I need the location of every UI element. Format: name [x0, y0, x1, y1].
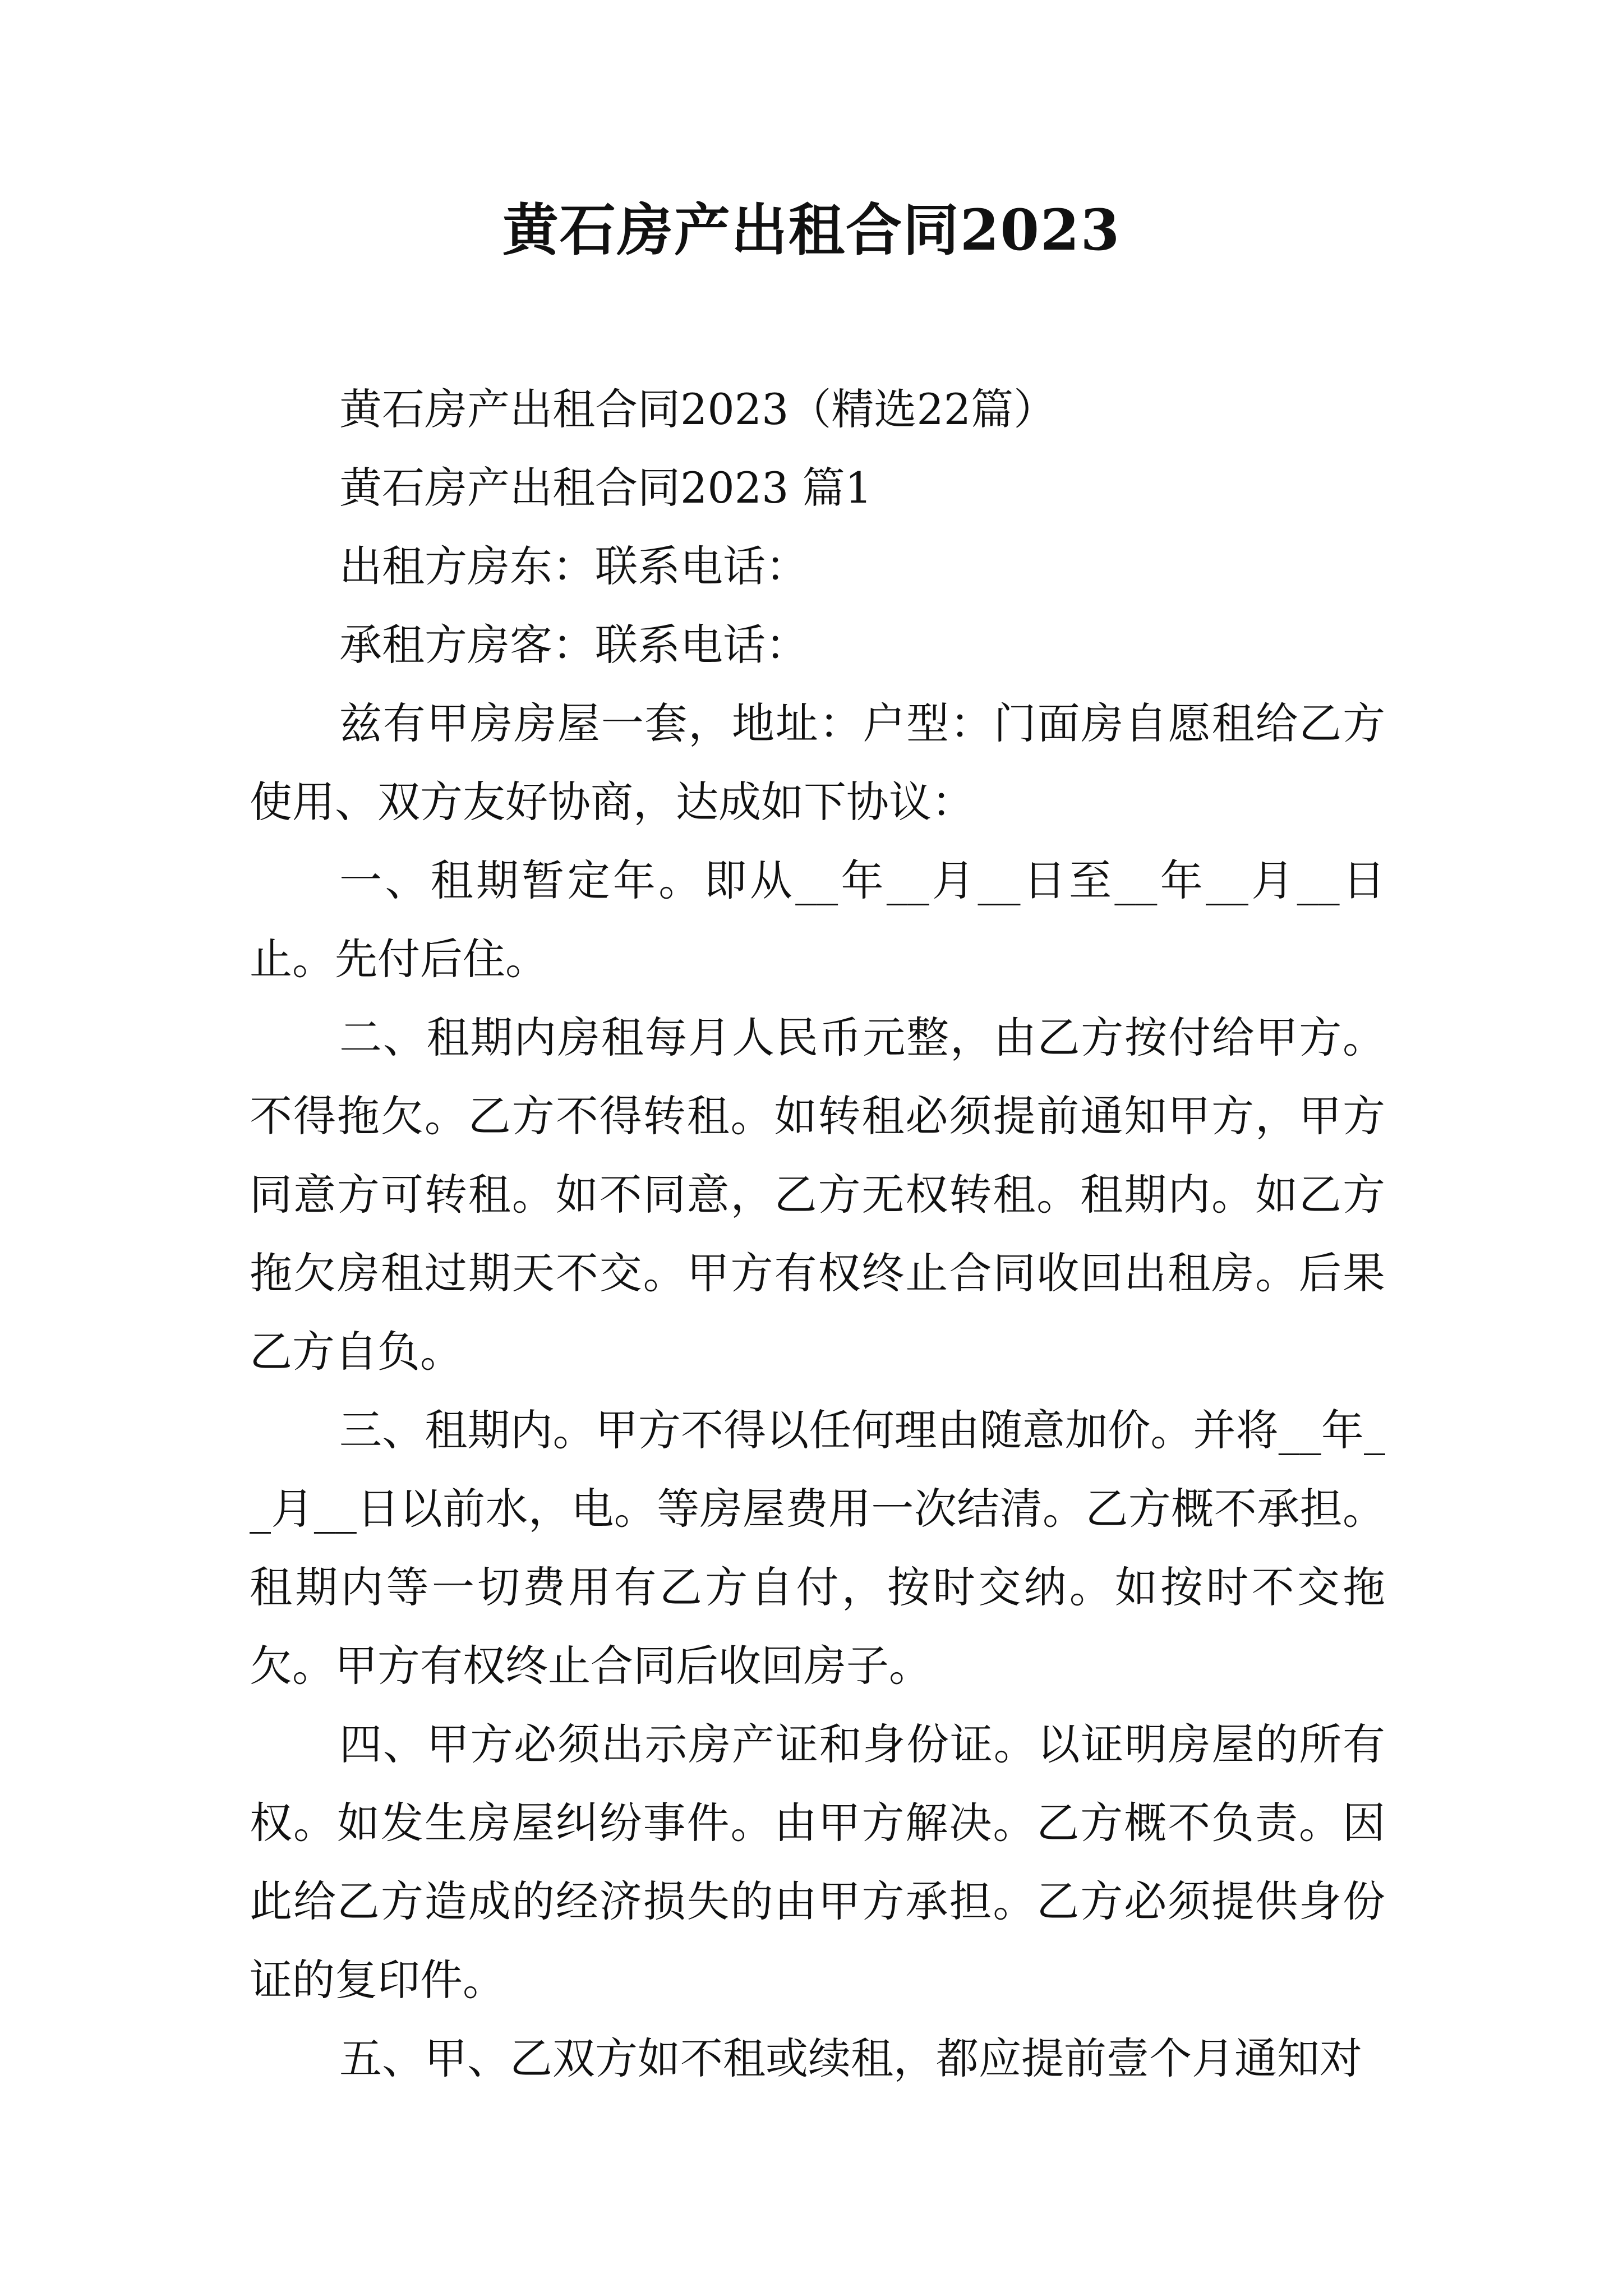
paragraph-clause-3: 三、租期内。甲方不得以任何理由随意加价。并将__年__月__日以前水，电。等房屋费用一次结清。乙方概不承担。租期内等一切费用有乙方自付，按时交纳。如按时不交拖欠。甲方有权终止合同后收回房子。 [250, 1405, 1385, 1691]
paragraph-clause-5: 五、甲、乙双方如不租或续租，都应提前壹个月通知对 [339, 2033, 1362, 2083]
paragraph-clause-1: 一、租期暂定年。即从__年__月__日至__年__月__日止。先付后住。 [250, 855, 1385, 984]
paragraph-lessee: 承租方房客：联系电话： [339, 620, 808, 670]
paragraph-selection-note: 黄石房产出租合同2023（精选22篇） [339, 384, 1057, 434]
paragraph-lessor: 出租方房东：联系电话： [339, 541, 808, 591]
paragraph-intro: 兹有甲房房屋一套，地址：户型：门面房自愿租给乙方使用、双方友好协商，达成如下协议： [250, 698, 1385, 827]
paragraph-clause-4: 四、甲方必须出示房产证和身份证。以证明房屋的所有权。如发生房屋纠纷事件。由甲方解决。乙方概不负责。因此给乙方造成的经济损失的由甲方承担。乙方必须提供身份证的复印件。 [250, 1719, 1385, 2005]
document-title: 黄石房产出租合同2023 [502, 197, 1121, 263]
paragraph-section-heading: 黄石房产出租合同2023 篇1 [339, 463, 872, 513]
document-body [250, 370, 1385, 2098]
paragraph-clause-2: 二、租期内房租每月人民币元整，由乙方按付给甲方。不得拖欠。乙方不得转租。如转租必须提前通知甲方，甲方同意方可转租。如不同意，乙方无权转租。租期内。如乙方拖欠房租过期天不交。甲方有权终止合同收回出租房。后果乙方自负。 [250, 1013, 1385, 1377]
